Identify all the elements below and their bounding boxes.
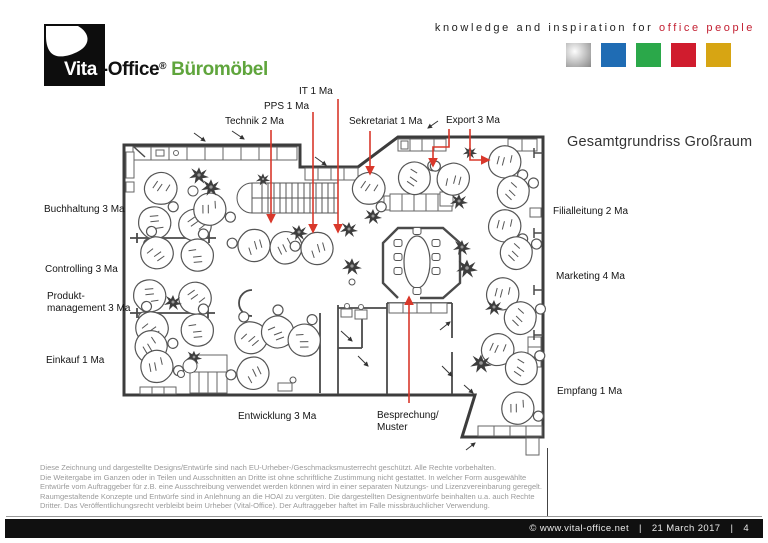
footer-separator: | [638,523,642,534]
disclaimer-line: Diese Zeichnung und dargestellte Designs/Entwürfe sind nach EU-Urheber-/Geschmacksmusterrecht geschützt. Alle Rechte vorbehalten. [40,463,497,472]
disclaimer-line: Raumgestaltende Konzepte und Entwürfe sind in Anlehnung an die HOAI zu vergüten. Die dargestellten Designentwürfe beinhalten u.a. auch Rechte [40,491,535,501]
stairs [237,183,338,213]
logo-text-white: Vita [64,59,97,80]
footer-rule [6,516,762,517]
tagline-black: knowledge and inspiration for [434,22,654,34]
label-marketing: Marketing 4 Ma [556,271,625,282]
label-besprechung-line2: Muster [377,422,408,433]
footer-page-number: 4 [743,523,749,534]
legal-disclaimer [40,463,548,511]
tagline-red: office people [659,22,755,34]
label-besprechung [377,410,439,434]
label-einkauf: Einkauf 1 Ma [46,355,105,366]
label-sekretariat: Sekretariat 1 Ma [349,116,423,127]
footer-date: 21 March 2017 [651,523,721,534]
meeting-room [383,228,460,299]
label-produktmanagement [47,291,130,315]
plan-title: Gesamtgrundriss Großraum [567,134,753,150]
label-produkt-line2: management 3 Ma [47,303,131,314]
label-it: IT 1 Ma [299,86,333,97]
disclaimer-line: Entwürfe vom Auftraggeber für z.B. eine Ausschreibung verwendet werden können wird in einer separaten Nutzungs- und Lizenzvereinbarung geregelt. [40,482,542,492]
label-besprechung-line1: Besprechung/ [377,410,439,421]
footer-copyright: © www.vital-office.net [529,523,629,534]
label-pps: PPS 1 Ma [264,101,310,112]
label-produkt-line1: Produkt- [47,291,85,302]
label-filialleitung: Filialleitung 2 Ma [553,206,629,217]
label-empfang: Empfang 1 Ma [557,386,623,397]
label-buchhaltung: Buchhaltung 3 Ma [44,204,125,215]
footer-separator: | [730,523,734,534]
disclaimer-line: Dritter. Das Veröffentlichungsrecht verbleibt beim Urheber (Vital-Office). Der Auftraggeber haftet im Falle missbräuchlicher Verwendung. [40,501,490,511]
disclaimer-line: Die Weitergabe im Ganzen oder in Teilen und Ausschnitten an Dritte ist ohne schriftliche Zustimmung nicht gestattet. In welcher Form ausgewählte [40,472,527,482]
registered-mark: ® [159,61,167,72]
vertical-divider [547,448,548,516]
label-export: Export 3 Ma [446,115,500,126]
footer-bar [5,519,763,538]
logo-text-black: l-Office [96,59,160,80]
label-controlling: Controlling 3 Ma [45,264,118,275]
label-entwicklung: Entwicklung 3 Ma [238,411,317,422]
logo-text-product: Büromöbel [171,59,268,80]
label-technik: Technik 2 Ma [225,116,284,127]
